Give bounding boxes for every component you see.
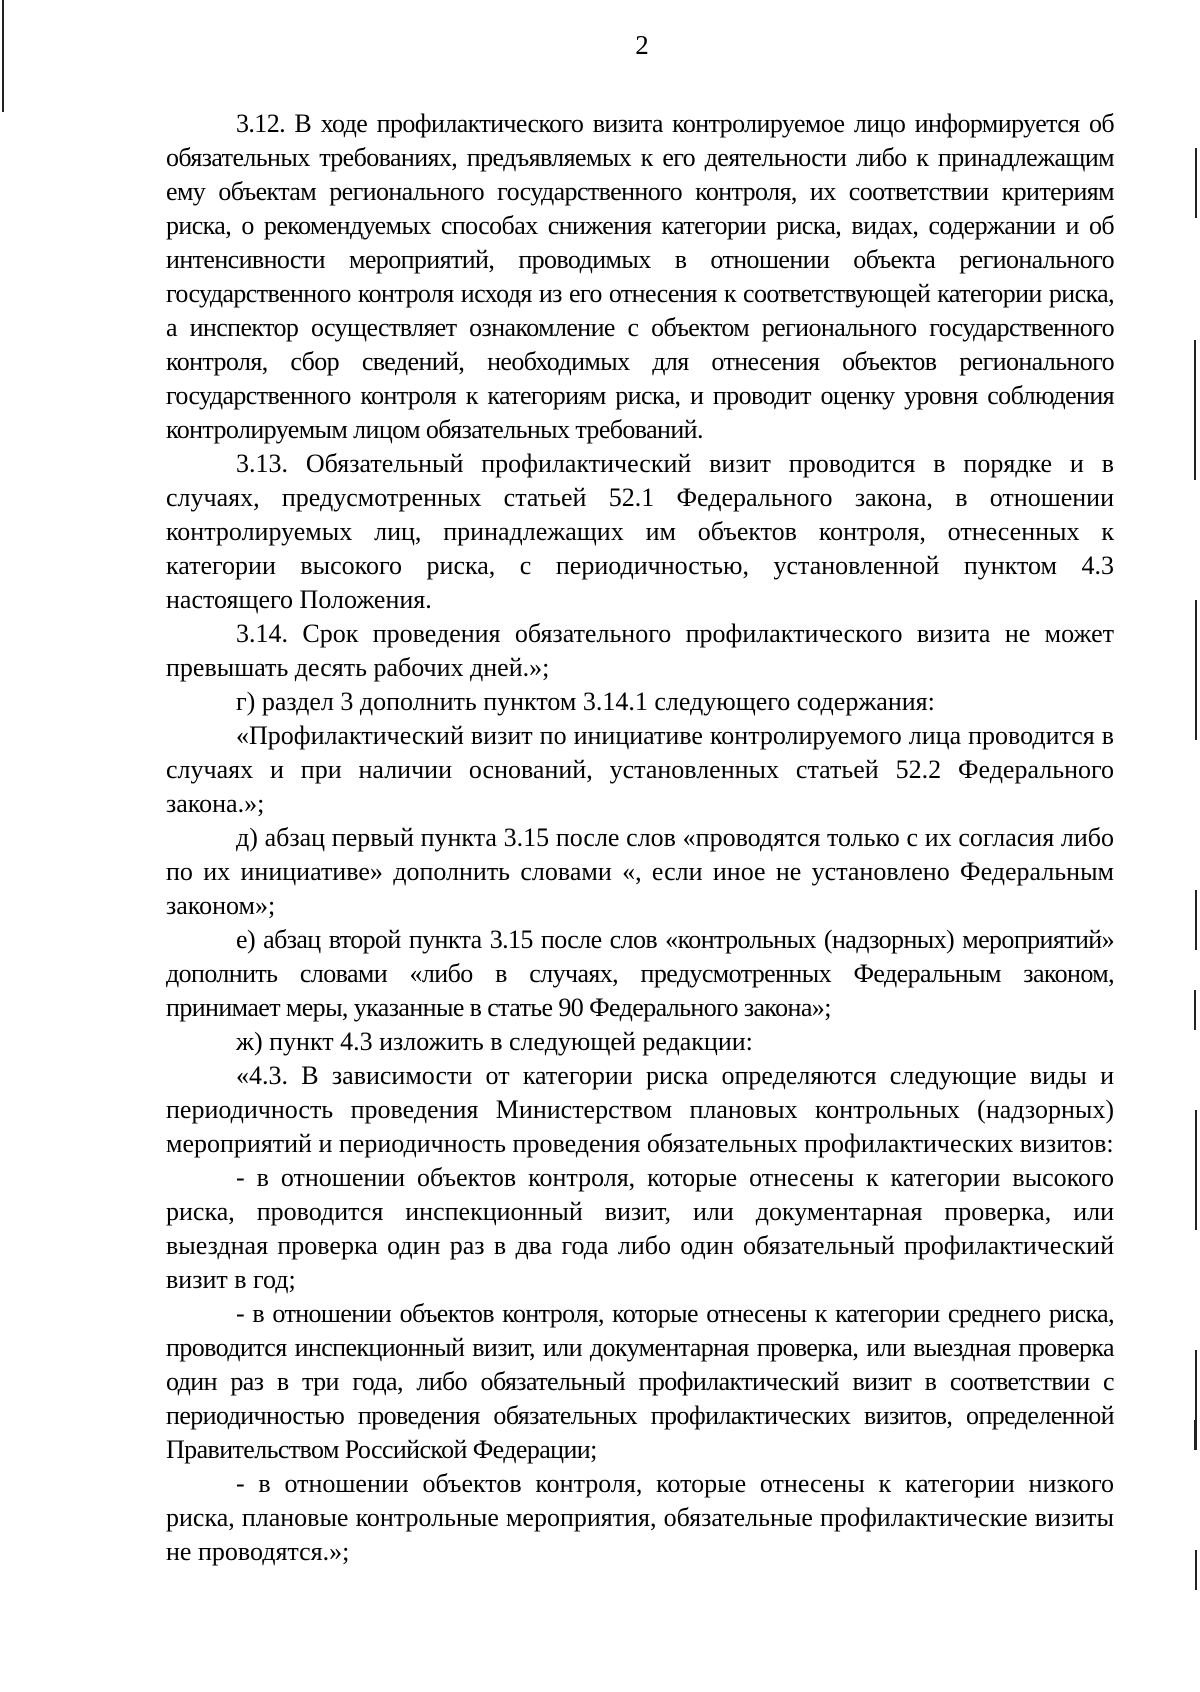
paragraph-4-3: «4.3. В зависимости от категории риска определяются следующие виды и периодичность проведения Министерством плановых контрольных (надзорных) мероприятий и периодичность проведения обязательных профилактических визитов: (166, 1061, 1114, 1158)
page-number: 2 (635, 30, 649, 60)
paragraph-quote-3-14-1: «Профилактический визит по инициативе контролируемого лица проводится в случаях и при наличии оснований, установленных статьей 52.2 Федерального закона.»; (166, 721, 1114, 818)
paragraph-item-e: е) абзац второй пункта 3.15 после слов «контрольных (надзорных) мероприятий» дополнить словами «либо в случаях, предусмотренных Федеральным законом, принимает меры, указанные в статье 90 Федерального закона»; (166, 925, 1114, 1022)
scan-edge-line-right (1195, 600, 1197, 740)
list-item-low-risk: - в отношении объектов контроля, которые отнесены к категории низкого риска, плановые контрольные мероприятия, обязательные профилактические визиты не проводятся.»; (166, 1469, 1114, 1566)
paragraph-3-14: 3.14. Срок проведения обязательного профилактического визита не может превышать десять рабочих дней.»; (166, 619, 1114, 682)
paragraph-item-d: д) абзац первый пункта 3.15 после слов «проводятся только с их согласия либо по их инициативе» дополнить словами «, если иное не установлено Федеральным законом»; (166, 823, 1114, 920)
scan-edge-line-right (1194, 990, 1196, 1030)
scan-edge-line-right (1195, 1110, 1197, 1230)
list-item-high-risk: - в отношении объектов контроля, которые отнесены к категории высокого риска, проводится инспекционный визит, или документарная проверка, или выездная проверка один раз в два года либо один обязательный профилактический визит в год; (166, 1163, 1114, 1294)
paragraph-3-13: 3.13. Обязательный профилактический визит проводится в порядке и в случаях, предусмотренных статьей 52.1 Федерального закона, в отношении контролируемых лиц, принадлежащих им объектов контроля, отнесенных к категории высокого риска, с периодичностью, установленной пунктом 4.3 настоящего Положения. (166, 449, 1114, 614)
paragraph-item-zh: ж) пункт 4.3 изложить в следующей редакции: (236, 1027, 753, 1056)
scan-edge-line-right (1195, 1550, 1197, 1590)
scan-edge-line-right (1194, 1420, 1197, 1450)
scan-edge-line-right (1195, 890, 1197, 950)
scan-edge-line-right (1195, 148, 1197, 218)
document-body (166, 107, 1114, 1569)
paragraph-item-g: г) раздел 3 дополнить пунктом 3.14.1 следующего содержания: (236, 687, 935, 716)
paragraph-3-12: 3.12. В ходе профилактического визита контролируемое лицо информируется об обязательных требованиях, предъявляемых к его деятельности либо к принадлежащим ему объектам регионального государственного контроля, их соответствии критериям риска, о рекомендуемых способах снижения категории риска, видах, содержании и об интенсивности мероприятий, проводимых в отношении объекта регионального государственного контроля исходя из его отнесения к соответствующей категории риска, а инспектор осуществляет ознакомление с объектом регионального государственного контроля, сбор сведений, необходимых для отнесения объектов регионального государственного контроля к категориям риска, и проводит оценку уровня соблюдения контролируемым лицом обязательных требований. (166, 109, 1114, 444)
list-item-medium-risk: - в отношении объектов контроля, которые отнесены к категории среднего риска, проводится инспекционный визит, или документарная проверка, или выездная проверка один раз в три года, либо обязательный профилактический визит в соответствии с периодичностью проведения обязательных профилактических визитов, определенной Правительством Российской Федерации; (166, 1299, 1114, 1464)
scan-edge-line-right (1194, 340, 1196, 480)
